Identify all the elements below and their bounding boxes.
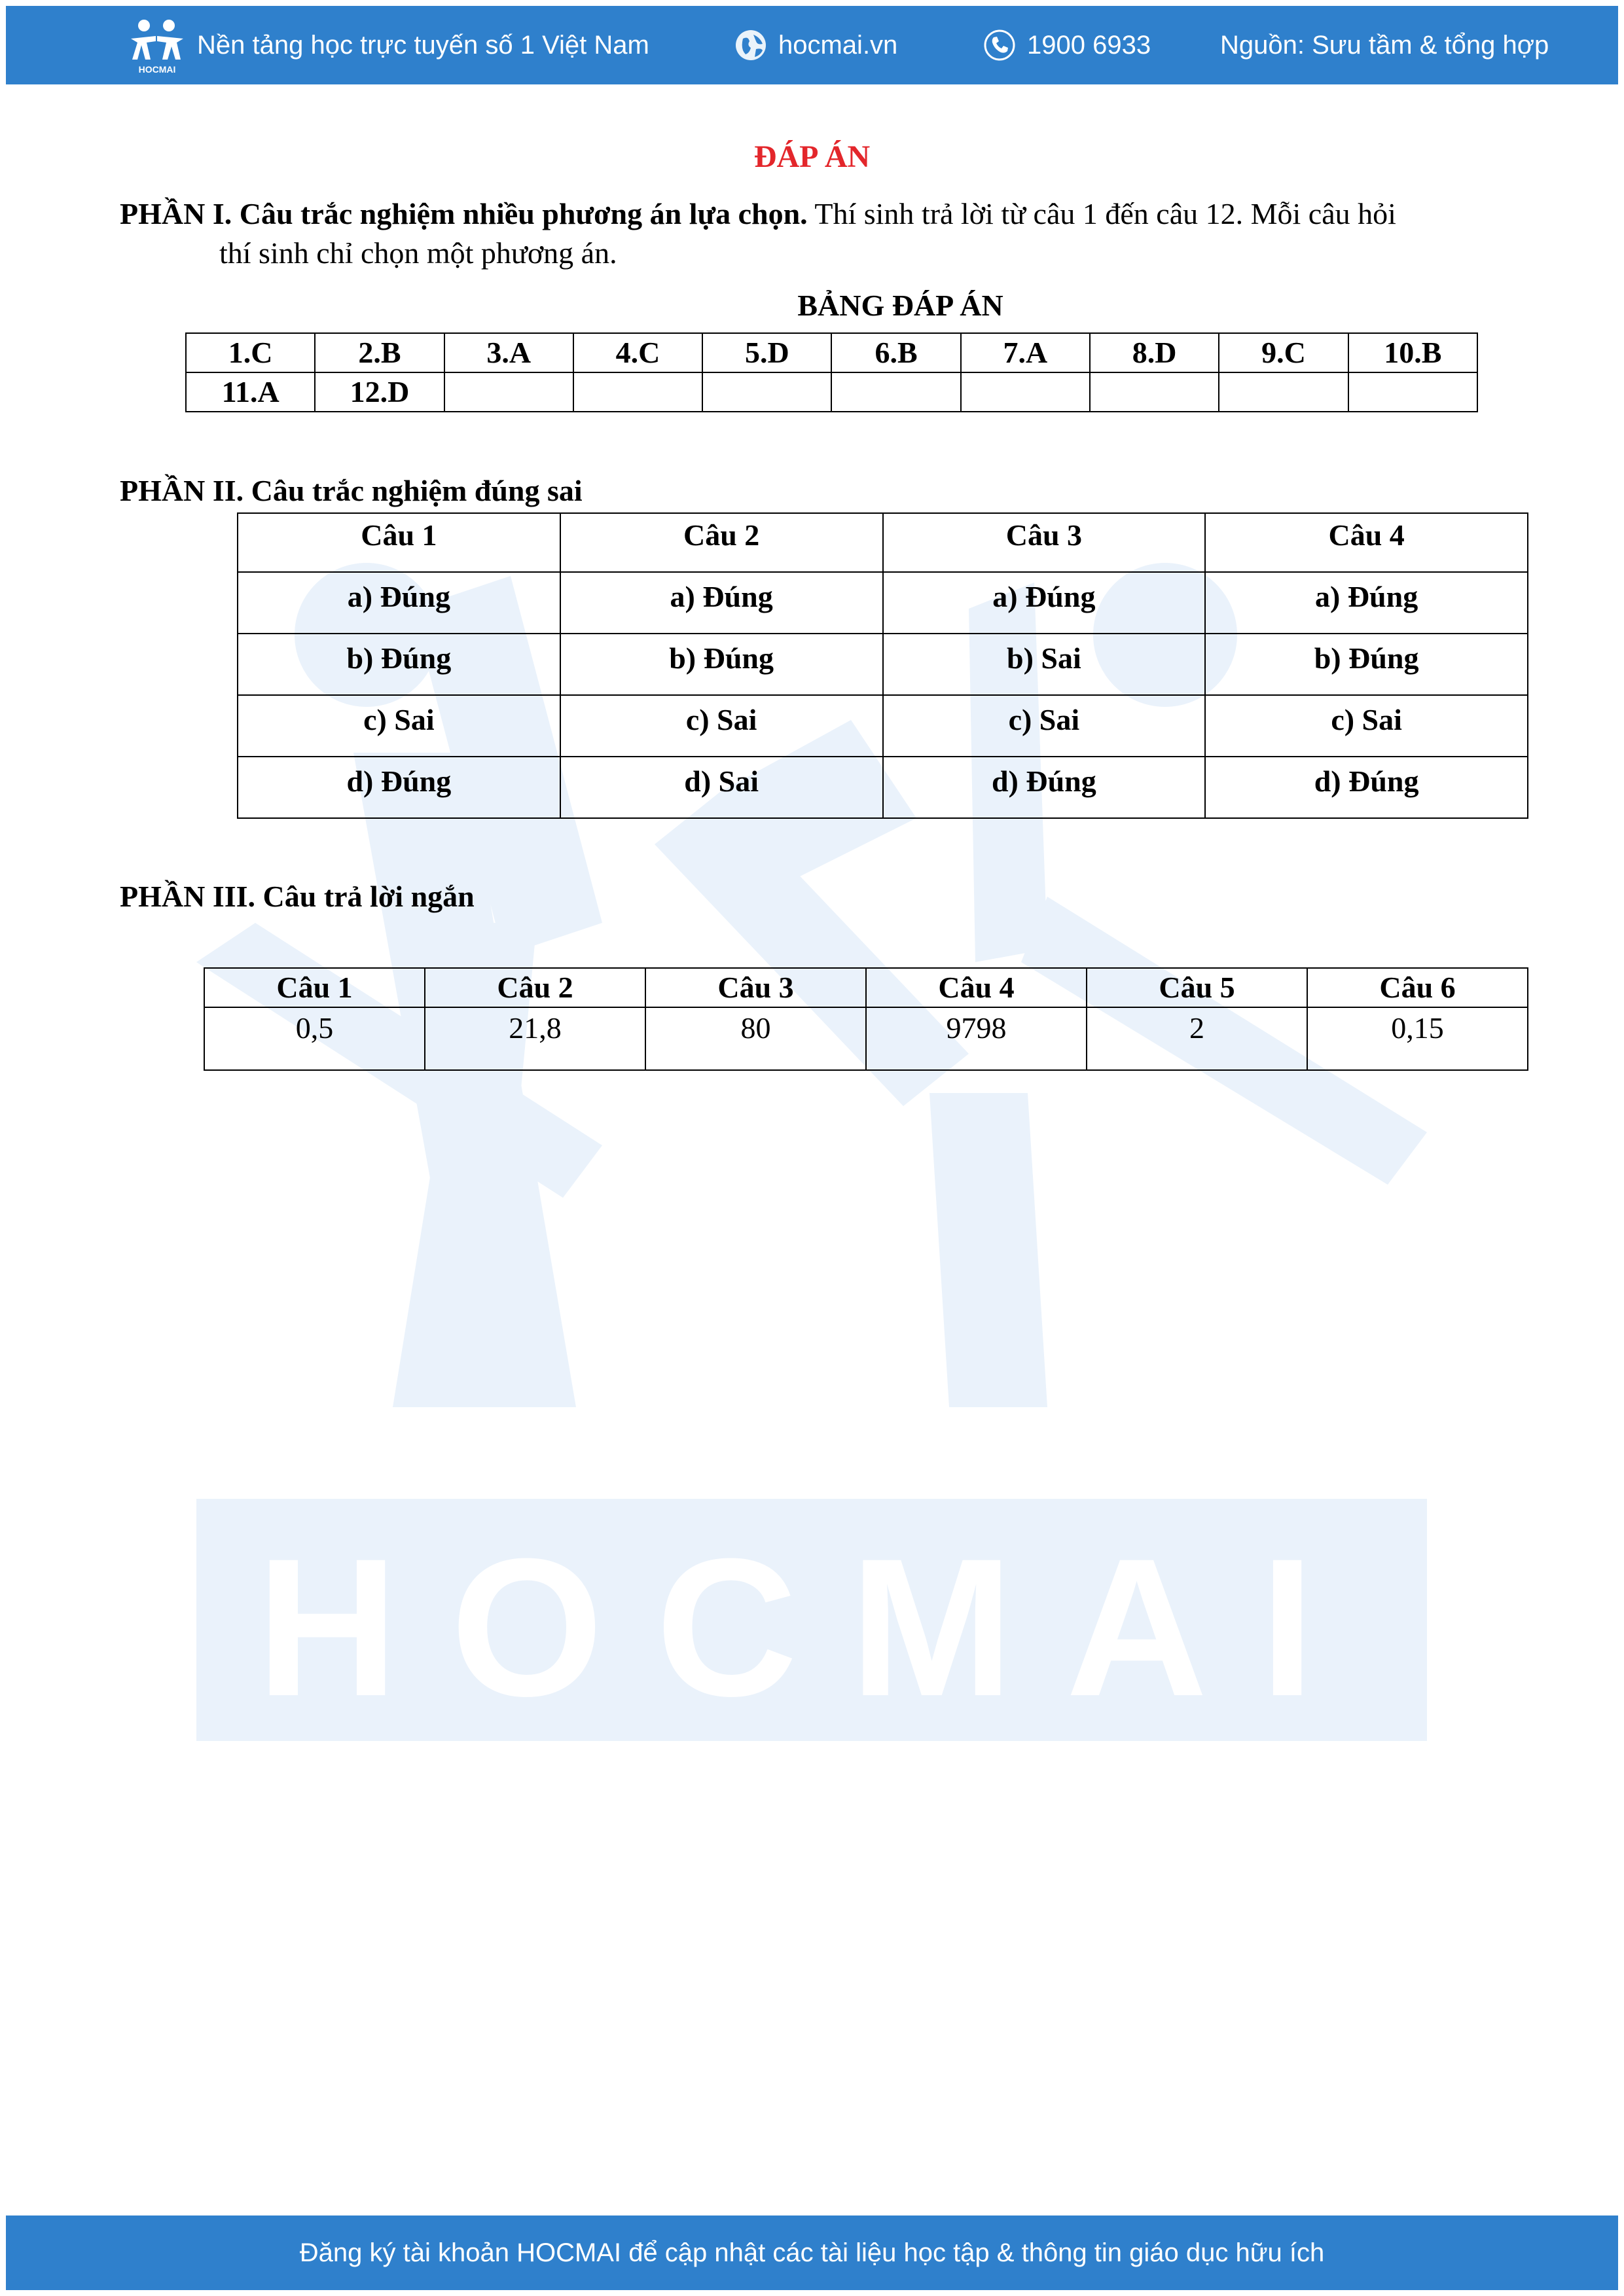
page-title: ĐÁP ÁN [753,139,871,174]
column-header: Câu 3 [883,513,1206,572]
footer-text: Đăng ký tài khoản HOCMAI để cập nhật các tài liệu học tập & thông tin giáo dục hữu ích [299,2238,1325,2267]
column-header: Câu 6 [1307,968,1528,1007]
answer-cell: 7.A [961,333,1090,372]
answer-cell: 2 [1087,1007,1307,1070]
table-row [238,634,1528,695]
answer-cell: d) Sai [560,757,883,818]
table-header-row [238,513,1528,572]
answer-cell: 1.C [186,333,315,372]
answer-cell [573,372,702,412]
column-header: Câu 1 [204,968,425,1007]
answer-cell: c) Sai [883,695,1206,757]
answer-cell: c) Sai [560,695,883,757]
answer-cell: a) Đúng [238,572,560,634]
answer-cell: 4.C [573,333,702,372]
answer-cell: d) Đúng [238,757,560,818]
answer-cell: d) Đúng [1205,757,1528,818]
table-row [204,1007,1528,1070]
column-header: Câu 4 [1205,513,1528,572]
answer-cell: 11.A [186,372,315,412]
part3-short-answer-table [204,967,1528,1071]
answer-cell: 6.B [831,333,960,372]
answer-cell: b) Sai [883,634,1206,695]
answer-cell: d) Đúng [883,757,1206,818]
answer-cell: 12.D [315,372,444,412]
column-header: Câu 3 [645,968,866,1007]
header-phone-text: 1900 6933 [1027,30,1151,60]
answer-cell: a) Đúng [883,572,1206,634]
answer-cell: 21,8 [425,1007,645,1070]
answer-cell: a) Đúng [1205,572,1528,634]
part2-true-false-table [237,512,1528,819]
part1-heading-block [120,194,1547,273]
answer-cell: c) Sai [1205,695,1528,757]
header-tagline: Nền tảng học trực tuyến số 1 Việt Nam [197,30,649,60]
answer-cell: 9.C [1219,333,1348,372]
answer-cell: 80 [645,1007,866,1070]
table-row [238,695,1528,757]
answer-cell: b) Đúng [1205,634,1528,695]
answer-cell [1219,372,1348,412]
table-row [186,372,1477,412]
column-header: Câu 1 [238,513,560,572]
column-header: Câu 2 [560,513,883,572]
watermark-text: HOCMAI [256,1517,1367,1737]
answer-cell [444,372,573,412]
answer-cell: 2.B [315,333,444,372]
answer-cell: a) Đúng [560,572,883,634]
header-source: Nguồn: Sưu tầm & tổng hợp [1220,30,1549,60]
answer-cell [1348,372,1477,412]
answer-cell [1090,372,1219,412]
table-row [186,333,1477,372]
answer-cell: 10.B [1348,333,1477,372]
part2-heading: PHẦN II. Câu trắc nghiệm đúng sai [120,474,583,507]
answer-cell: 9798 [866,1007,1087,1070]
part1-instruction-1: Thí sinh trả lời từ câu 1 đến câu 12. Mỗi câu hỏi [807,197,1396,230]
header-website-text: hocmai.vn [778,30,898,60]
table-row [238,572,1528,634]
bottom-banner[interactable] [6,2215,1618,2290]
table-row [238,757,1528,818]
answer-table-title: BẢNG ĐÁP ÁN [797,289,1003,322]
part1-instruction-2: thí sinh chỉ chọn một phương án. [219,236,617,270]
logo-text: HOCMAI [138,64,176,75]
answer-cell: 3.A [444,333,573,372]
part1-answer-table [185,332,1478,412]
answer-cell: b) Đúng [238,634,560,695]
answer-cell: 8.D [1090,333,1219,372]
answer-cell: c) Sai [238,695,560,757]
answer-cell: 0,15 [1307,1007,1528,1070]
table-header-row [204,968,1528,1007]
answer-cell [961,372,1090,412]
answer-cell [831,372,960,412]
answer-cell: 0,5 [204,1007,425,1070]
answer-cell: 5.D [702,333,831,372]
answer-cell: b) Đúng [560,634,883,695]
column-header: Câu 2 [425,968,645,1007]
answer-cell [702,372,831,412]
part1-heading: PHẦN I. Câu trắc nghiệm nhiều phương án lựa chọn. [120,197,808,230]
part3-heading: PHẦN III. Câu trả lời ngắn [120,880,475,913]
column-header: Câu 5 [1087,968,1307,1007]
column-header: Câu 4 [866,968,1087,1007]
